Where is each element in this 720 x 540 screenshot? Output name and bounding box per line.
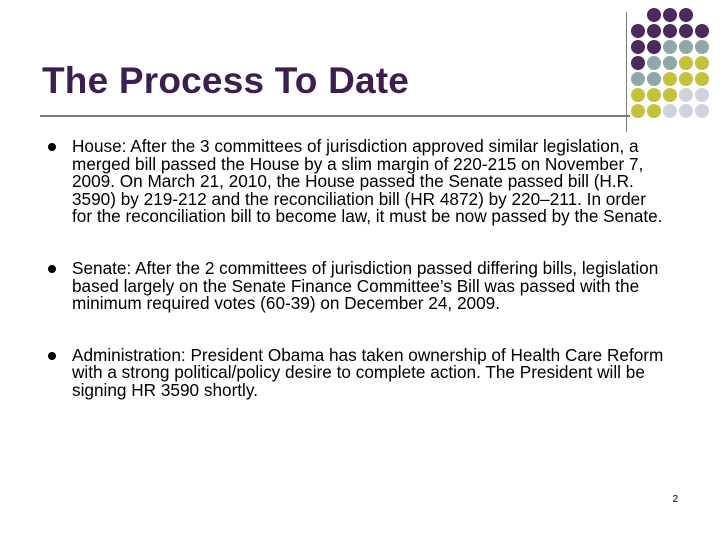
- page-number: 2: [672, 494, 678, 505]
- decorative-dot: [679, 72, 693, 86]
- decorative-dot: [631, 40, 645, 54]
- bullet-text: Administration: President Obama has taken ownership of Health Care Reform with a strong political/policy desire to complete action. The President will be signing HR 3590 shortly.: [72, 344, 664, 400]
- decorative-dot: [663, 24, 677, 38]
- decorative-dot: [679, 24, 693, 38]
- decorative-dot: [695, 88, 709, 102]
- bullet-icon: [48, 352, 56, 360]
- decorative-dot: [663, 72, 677, 86]
- decorative-dot: [695, 40, 709, 54]
- decorative-dot: [695, 104, 709, 118]
- decorative-dot: [647, 40, 661, 54]
- vertical-divider: [626, 12, 627, 132]
- decorative-dot: [695, 24, 709, 38]
- decorative-dot: [647, 8, 661, 22]
- decorative-dot: [695, 72, 709, 86]
- decorative-dot: [663, 88, 677, 102]
- decorative-dot: [647, 72, 661, 86]
- decorative-dot: [663, 40, 677, 54]
- bullet-icon: [48, 143, 56, 151]
- decorative-dot: [695, 56, 709, 70]
- decorative-dot: [631, 104, 645, 118]
- bullet-list: [48, 138, 668, 434]
- title-underline: [40, 115, 630, 117]
- decorative-dot: [679, 56, 693, 70]
- decorative-dot: [679, 88, 693, 102]
- decorative-dot: [631, 88, 645, 102]
- bullet-house: [48, 138, 668, 226]
- bullet-text: House: After the 3 committees of jurisdiction approved similar legislation, a merged bill passed the House by a slim margin of 220-215 on November 7, 2009. On March 21, 2010, the House passed the Senate passed bill (H.R. 3590) by 219-212 and the reconciliation bill (HR 4872) by 220–211. In order for the reconciliation bill to become law, it must be now passed by the Senate.: [72, 136, 663, 227]
- bullet-administration: [48, 344, 668, 400]
- decorative-dot: [631, 24, 645, 38]
- decorative-dot: [679, 40, 693, 54]
- bullet-icon: [48, 265, 56, 273]
- decorative-dot: [663, 8, 677, 22]
- decorative-dot: [663, 56, 677, 70]
- bullet-text: Senate: After the 2 committees of jurisdiction passed differing bills, legislation based largely on the Senate Finance Committee’s Bill was passed with the minimum required votes (60-39) on December 24, 2009.: [72, 257, 659, 314]
- decorative-dot: [663, 104, 677, 118]
- decorative-dot: [679, 104, 693, 118]
- decorative-dot: [647, 24, 661, 38]
- decorative-dot: [631, 56, 645, 70]
- decorative-dot: [647, 88, 661, 102]
- bullet-senate: [48, 257, 668, 314]
- decorative-dot: [647, 56, 661, 70]
- decorative-dot: [631, 72, 645, 86]
- slide-title: The Process To Date: [42, 60, 410, 101]
- decorative-dot: [647, 104, 661, 118]
- decorative-dot: [679, 8, 693, 22]
